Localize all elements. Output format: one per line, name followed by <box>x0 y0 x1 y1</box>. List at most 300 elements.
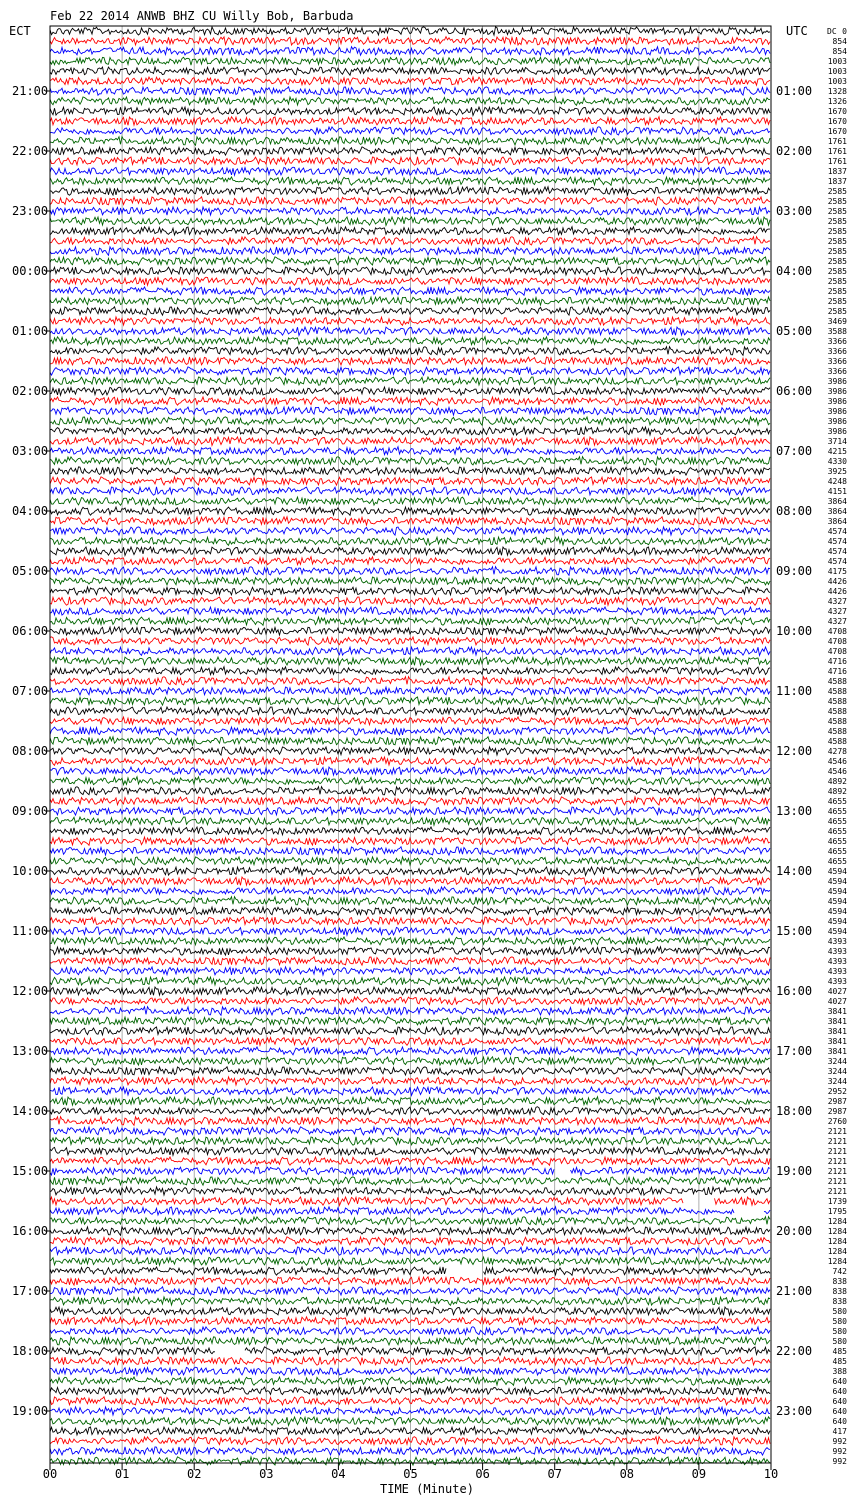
right-hour-label: 20:00 <box>776 1224 813 1238</box>
dc-value-row-89: 4594 <box>827 917 847 926</box>
left-hour-labels <box>12 84 50 1418</box>
trace-row-33 <box>50 357 770 365</box>
right-hour-label: 13:00 <box>776 804 813 818</box>
trace-row-95 <box>50 977 770 986</box>
dc-value-row-88: 4594 <box>827 907 847 916</box>
dc-value-row-30: 3588 <box>827 327 847 336</box>
left-hour-label: 19:00 <box>12 1404 49 1418</box>
dc-value-row-47: 3864 <box>827 497 847 506</box>
dc-value-row-124: 742 <box>832 1267 847 1276</box>
trace-row-23 <box>50 257 770 265</box>
right-timezone-label: UTC <box>786 24 808 38</box>
trace-row-131 <box>50 1337 770 1346</box>
trace-row-70 <box>50 727 770 736</box>
trace-row-78 <box>50 807 770 815</box>
trace-row-141 <box>50 1437 770 1446</box>
dc-value-row-7: 1326 <box>827 97 847 106</box>
left-hour-label: 17:00 <box>12 1284 49 1298</box>
dc-value-row-100: 3841 <box>827 1027 847 1036</box>
dc-value-row-117: 1739 <box>827 1197 847 1206</box>
dc-value-row-71: 4588 <box>827 737 847 746</box>
trace-row-102 <box>50 1047 770 1055</box>
right-hour-label: 16:00 <box>776 984 813 998</box>
left-hour-label: 07:00 <box>12 684 49 698</box>
trace-row-61 <box>50 637 770 645</box>
dc-value-row-37: 3986 <box>827 397 847 406</box>
trace-row-18 <box>50 207 770 215</box>
trace-row-55 <box>50 577 770 585</box>
trace-row-62 <box>50 647 770 655</box>
dc-value-row-31: 3366 <box>827 337 847 346</box>
dc-value-row-136: 640 <box>832 1387 847 1396</box>
dc-value-row-105: 3244 <box>827 1077 847 1086</box>
trace-row-47 <box>50 497 770 505</box>
trace-row-38 <box>50 407 770 415</box>
left-hour-label: 18:00 <box>12 1344 49 1358</box>
trace-row-39 <box>50 417 770 425</box>
left-hour-label: 02:00 <box>12 384 49 398</box>
dc-value-row-74: 4546 <box>827 767 847 776</box>
dc-value-row-73: 4546 <box>827 757 847 766</box>
trace-row-35 <box>50 377 770 385</box>
right-hour-label: 22:00 <box>776 1344 813 1358</box>
left-hour-label: 03:00 <box>12 444 49 458</box>
dc-value-row-24: 2585 <box>827 267 847 276</box>
dc-value-row-43: 4330 <box>827 457 847 466</box>
trace-row-45 <box>50 477 770 485</box>
dc-value-row-44: 3925 <box>827 467 847 476</box>
trace-row-82 <box>50 847 770 855</box>
dc-value-row-8: 1670 <box>827 107 847 116</box>
right-hour-label: 06:00 <box>776 384 813 398</box>
trace-row-116 <box>50 1187 770 1195</box>
trace-row-135 <box>50 1377 770 1385</box>
right-hour-label: 10:00 <box>776 624 813 638</box>
right-hour-label: 23:00 <box>776 1404 813 1418</box>
left-hour-label: 11:00 <box>12 924 49 938</box>
trace-row-26 <box>50 287 770 295</box>
dc-value-row-112: 2121 <box>827 1147 847 1156</box>
chart-title: Feb 22 2014 ANWB BHZ CU Willy Bob, Barbuda <box>50 9 354 23</box>
trace-row-89 <box>50 917 770 925</box>
trace-row-88 <box>50 907 770 915</box>
trace-row-27 <box>50 297 770 305</box>
right-hour-label: 04:00 <box>776 264 813 278</box>
trace-row-111 <box>50 1137 770 1145</box>
dc-value-row-15: 1837 <box>827 177 847 186</box>
trace-row-31 <box>50 337 770 345</box>
trace-row-108 <box>50 1107 770 1115</box>
trace-row-130 <box>50 1327 770 1335</box>
right-hour-label: 11:00 <box>776 684 813 698</box>
dc-value-row-26: 2585 <box>827 287 847 296</box>
left-hour-label: 00:00 <box>12 264 49 278</box>
x-tick-label-09: 09 <box>691 1467 707 1481</box>
dc-value-row-21: 2585 <box>827 237 847 246</box>
trace-row-134 <box>50 1367 770 1375</box>
dc-value-row-109: 2760 <box>827 1117 847 1126</box>
trace-row-0 <box>50 27 770 35</box>
trace-row-8 <box>50 107 770 116</box>
dc-value-row-52: 4574 <box>827 547 847 556</box>
trace-row-123 <box>50 1257 770 1265</box>
trace-row-67 <box>50 697 770 705</box>
trace-row-41 <box>50 437 770 446</box>
dc-value-row-35: 3986 <box>827 377 847 386</box>
trace-row-32 <box>50 347 770 356</box>
dc-value-row-133: 485 <box>832 1357 847 1366</box>
dc-value-row-76: 4892 <box>827 787 847 796</box>
trace-row-9 <box>50 117 770 126</box>
left-hour-label: 14:00 <box>12 1104 49 1118</box>
dc-value-row-120: 1284 <box>827 1227 847 1236</box>
trace-row-115 <box>50 1177 770 1185</box>
dc-value-row-103: 3244 <box>827 1057 847 1066</box>
trace-row-127 <box>50 1297 770 1305</box>
x-tick-label-05: 05 <box>403 1467 418 1481</box>
dc-value-row-99: 3841 <box>827 1017 847 1026</box>
dc-value-row-67: 4588 <box>827 697 847 706</box>
dc-value-row-19: 2585 <box>827 217 847 226</box>
trace-row-24 <box>50 267 770 275</box>
trace-row-51 <box>50 537 770 545</box>
right-hour-label: 21:00 <box>776 1284 813 1298</box>
trace-row-48 <box>50 507 770 515</box>
dc-value-row-97: 4027 <box>827 997 847 1006</box>
dc-value-row-91: 4393 <box>827 937 847 946</box>
trace-row-74 <box>50 767 770 776</box>
x-tick-label-03: 03 <box>259 1467 274 1481</box>
trace-row-11 <box>50 137 770 146</box>
trace-row-142 <box>50 1447 770 1455</box>
trace-row-122 <box>50 1247 770 1255</box>
dc-value-row-32: 3366 <box>827 347 847 356</box>
trace-row-53 <box>50 557 770 565</box>
trace-row-49 <box>50 517 770 525</box>
dc-value-row-110: 2121 <box>827 1127 847 1136</box>
trace-row-93 <box>50 957 770 965</box>
trace-row-110 <box>50 1127 770 1135</box>
dc-value-row-4: 1003 <box>827 67 847 76</box>
left-hour-label: 05:00 <box>12 564 49 578</box>
trace-row-99 <box>50 1017 770 1025</box>
dc-value-row-75: 4892 <box>827 777 847 786</box>
trace-row-66 <box>50 687 770 695</box>
dc-value-row-38: 3986 <box>827 407 847 416</box>
trace-row-22 <box>50 247 770 256</box>
trace-row-19 <box>50 217 770 226</box>
dc-value-row-54: 4175 <box>827 567 847 576</box>
dc-value-row-0: 0 <box>842 27 847 36</box>
trace-row-117 <box>50 1197 770 1206</box>
trace-row-94 <box>50 967 770 975</box>
right-hour-label: 17:00 <box>776 1044 813 1058</box>
x-tick-label-01: 01 <box>114 1467 130 1481</box>
trace-row-113 <box>50 1157 770 1165</box>
dc-value-row-121: 1284 <box>827 1237 847 1246</box>
right-hour-label: 07:00 <box>776 444 813 458</box>
dc-value-row-3: 1003 <box>827 57 847 66</box>
trace-row-83 <box>50 857 770 865</box>
trace-row-44 <box>50 467 770 475</box>
trace-row-139 <box>50 1417 770 1426</box>
dc-value-row-107: 2987 <box>827 1097 847 1106</box>
dc-value-row-122: 1284 <box>827 1247 847 1256</box>
trace-row-80 <box>50 827 770 835</box>
dc-value-row-137: 640 <box>832 1397 847 1406</box>
dc-value-row-92: 4393 <box>827 947 847 956</box>
left-hour-label: 15:00 <box>12 1164 49 1178</box>
x-axis-ticks <box>43 1463 778 1481</box>
trace-row-76 <box>50 787 770 796</box>
trace-row-69 <box>50 717 770 725</box>
trace-row-137 <box>50 1397 770 1405</box>
trace-row-106 <box>50 1087 770 1096</box>
dc-value-row-141: 992 <box>832 1437 847 1446</box>
dc-value-row-60: 4708 <box>827 627 847 636</box>
trace-row-118 <box>50 1207 770 1215</box>
dc-value-row-59: 4327 <box>827 617 847 626</box>
left-hour-label: 21:00 <box>12 84 49 98</box>
x-tick-label-02: 02 <box>186 1467 202 1481</box>
x-axis-label: TIME (Minute) <box>380 1482 474 1496</box>
dc-value-row-2: 854 <box>832 47 847 56</box>
dc-value-row-36: 3986 <box>827 387 847 396</box>
dc-value-row-63: 4716 <box>827 657 847 666</box>
left-hour-label: 13:00 <box>12 1044 49 1058</box>
dc-value-row-95: 4393 <box>827 977 847 986</box>
trace-row-64 <box>50 667 770 675</box>
dc-value-row-82: 4655 <box>827 847 847 856</box>
right-hour-labels <box>776 84 812 1418</box>
dc-value-row-23: 2585 <box>827 257 847 266</box>
trace-row-20 <box>50 227 770 235</box>
trace-row-3 <box>50 57 770 65</box>
left-hour-label: 23:00 <box>12 204 49 218</box>
dc-value-row-13: 1761 <box>827 157 847 166</box>
trace-row-6 <box>50 87 770 95</box>
trace-row-72 <box>50 747 770 755</box>
dc-value-row-17: 2585 <box>827 197 847 206</box>
trace-row-103 <box>50 1057 770 1065</box>
x-tick-label-00: 00 <box>42 1467 58 1481</box>
left-timezone-label: ECT <box>9 24 31 38</box>
trace-row-16 <box>50 187 770 195</box>
x-tick-label-08: 08 <box>619 1467 635 1481</box>
trace-row-12 <box>50 147 770 155</box>
dc-value-row-127: 838 <box>832 1297 847 1306</box>
dc-value-row-129: 580 <box>832 1317 847 1326</box>
trace-row-15 <box>50 177 770 185</box>
dc-value-row-143: 992 <box>832 1457 847 1466</box>
dc-value-row-28: 2585 <box>827 307 847 316</box>
trace-row-57 <box>50 597 770 605</box>
dc-value-row-50: 4574 <box>827 527 847 536</box>
dc-value-row-134: 388 <box>832 1367 847 1376</box>
dc-value-row-69: 4588 <box>827 717 847 726</box>
dc-value-row-98: 3841 <box>827 1007 847 1016</box>
trace-row-124 <box>50 1267 770 1275</box>
dc-value-row-25: 2585 <box>827 277 847 286</box>
dc-value-row-45: 4248 <box>827 477 847 486</box>
dc-value-row-40: 3986 <box>827 427 847 436</box>
dc-value-row-132: 485 <box>832 1347 847 1356</box>
dc-value-row-10: 1670 <box>827 127 847 136</box>
dc-header: DC <box>827 27 837 36</box>
dc-value-row-93: 4393 <box>827 957 847 966</box>
dc-value-row-85: 4594 <box>827 877 847 886</box>
dc-value-row-34: 3366 <box>827 367 847 376</box>
dc-value-row-65: 4588 <box>827 677 847 686</box>
dc-value-row-78: 4655 <box>827 807 847 816</box>
dc-value-row-51: 4574 <box>827 537 847 546</box>
dc-value-row-12: 1761 <box>827 147 847 156</box>
dc-value-row-140: 417 <box>832 1427 847 1436</box>
dc-value-row-138: 640 <box>832 1407 847 1416</box>
dc-value-row-11: 1761 <box>827 137 847 146</box>
trace-row-21 <box>50 237 770 245</box>
right-hour-label: 14:00 <box>776 864 813 878</box>
dc-value-row-55: 4426 <box>827 577 847 586</box>
left-hour-label: 08:00 <box>12 744 49 758</box>
trace-row-119 <box>50 1217 770 1225</box>
trace-row-2 <box>50 47 770 56</box>
dc-value-row-80: 4655 <box>827 827 847 836</box>
dc-value-row-46: 4151 <box>827 487 847 496</box>
trace-row-140 <box>50 1427 770 1435</box>
dc-value-row-66: 4588 <box>827 687 847 696</box>
trace-row-75 <box>50 777 770 785</box>
dc-value-row-142: 992 <box>832 1447 847 1456</box>
dc-value-row-83: 4655 <box>827 857 847 866</box>
trace-row-125 <box>50 1277 770 1285</box>
trace-row-96 <box>50 987 770 996</box>
dc-value-row-1: 854 <box>832 37 847 46</box>
dc-value-row-87: 4594 <box>827 897 847 906</box>
left-hour-label: 06:00 <box>12 624 49 638</box>
trace-row-17 <box>50 197 770 205</box>
trace-row-104 <box>50 1067 770 1075</box>
trace-row-1 <box>50 37 770 45</box>
trace-row-112 <box>50 1147 770 1155</box>
seismic-traces <box>50 27 770 1465</box>
trace-row-25 <box>50 277 770 285</box>
dc-value-row-115: 2121 <box>827 1177 847 1186</box>
dc-value-row-125: 838 <box>832 1277 847 1286</box>
left-hour-label: 01:00 <box>12 324 49 338</box>
dc-value-row-104: 3244 <box>827 1067 847 1076</box>
dc-value-row-56: 4426 <box>827 587 847 596</box>
dc-value-row-116: 2121 <box>827 1187 847 1196</box>
dc-value-row-86: 4594 <box>827 887 847 896</box>
dc-offset-labels <box>827 27 847 1466</box>
dc-value-row-61: 4708 <box>827 637 847 646</box>
dc-value-row-16: 2585 <box>827 187 847 196</box>
trace-row-68 <box>50 707 770 715</box>
dc-value-row-113: 2121 <box>827 1157 847 1166</box>
trace-row-34 <box>50 367 770 375</box>
trace-row-52 <box>50 547 770 556</box>
trace-row-138 <box>50 1407 770 1415</box>
dc-value-row-58: 4327 <box>827 607 847 616</box>
dc-value-row-72: 4278 <box>827 747 847 756</box>
dc-value-row-57: 4327 <box>827 597 847 606</box>
dc-value-row-90: 4594 <box>827 927 847 936</box>
trace-row-136 <box>50 1387 770 1395</box>
trace-row-79 <box>50 817 770 825</box>
trace-row-30 <box>50 327 770 336</box>
right-hour-label: 19:00 <box>776 1164 813 1178</box>
trace-row-43 <box>50 457 770 466</box>
trace-row-37 <box>50 397 770 405</box>
dc-value-row-53: 4574 <box>827 557 847 566</box>
dc-value-row-49: 3864 <box>827 517 847 526</box>
dc-value-row-70: 4588 <box>827 727 847 736</box>
trace-row-133 <box>50 1357 770 1365</box>
left-hour-label: 10:00 <box>12 864 49 878</box>
dc-value-row-64: 4716 <box>827 667 847 676</box>
trace-row-81 <box>50 837 770 846</box>
right-hour-label: 01:00 <box>776 84 813 98</box>
trace-row-36 <box>50 387 770 395</box>
trace-row-73 <box>50 757 770 766</box>
left-hour-label: 04:00 <box>12 504 49 518</box>
trace-row-120 <box>50 1227 770 1236</box>
trace-row-59 <box>50 617 770 625</box>
dc-value-row-20: 2585 <box>827 227 847 236</box>
trace-row-4 <box>50 67 770 76</box>
trace-row-14 <box>50 167 770 175</box>
trace-row-91 <box>50 937 770 945</box>
trace-row-98 <box>50 1007 770 1016</box>
trace-row-114 <box>50 1167 770 1175</box>
trace-row-128 <box>50 1307 770 1316</box>
right-hour-label: 05:00 <box>776 324 813 338</box>
right-hour-label: 09:00 <box>776 564 813 578</box>
trace-row-65 <box>50 677 770 686</box>
right-hour-label: 08:00 <box>776 504 813 518</box>
dc-value-row-114: 2121 <box>827 1167 847 1176</box>
dc-value-row-41: 3714 <box>827 437 847 446</box>
trace-row-107 <box>50 1097 770 1106</box>
dc-value-row-77: 4655 <box>827 797 847 806</box>
dc-value-row-62: 4708 <box>827 647 847 656</box>
dc-value-row-130: 580 <box>832 1327 847 1336</box>
dc-value-row-9: 1670 <box>827 117 847 126</box>
right-hour-label: 15:00 <box>776 924 813 938</box>
trace-row-84 <box>50 867 770 876</box>
left-hour-label: 22:00 <box>12 144 49 158</box>
trace-row-87 <box>50 897 770 906</box>
trace-row-46 <box>50 487 770 495</box>
dc-value-row-139: 640 <box>832 1417 847 1426</box>
right-hour-label: 12:00 <box>776 744 813 758</box>
trace-row-101 <box>50 1037 770 1045</box>
dc-value-row-42: 4215 <box>827 447 847 456</box>
trace-row-7 <box>50 97 770 105</box>
dc-value-row-102: 3841 <box>827 1047 847 1056</box>
trace-row-63 <box>50 657 770 666</box>
dc-value-row-108: 2987 <box>827 1107 847 1116</box>
dc-value-row-131: 580 <box>832 1337 847 1346</box>
dc-value-row-123: 1284 <box>827 1257 847 1266</box>
trace-row-13 <box>50 157 770 165</box>
dc-value-row-14: 1837 <box>827 167 847 176</box>
trace-row-86 <box>50 887 770 895</box>
trace-row-132 <box>50 1347 770 1355</box>
dc-value-row-79: 4655 <box>827 817 847 826</box>
dc-value-row-5: 1003 <box>827 77 847 86</box>
